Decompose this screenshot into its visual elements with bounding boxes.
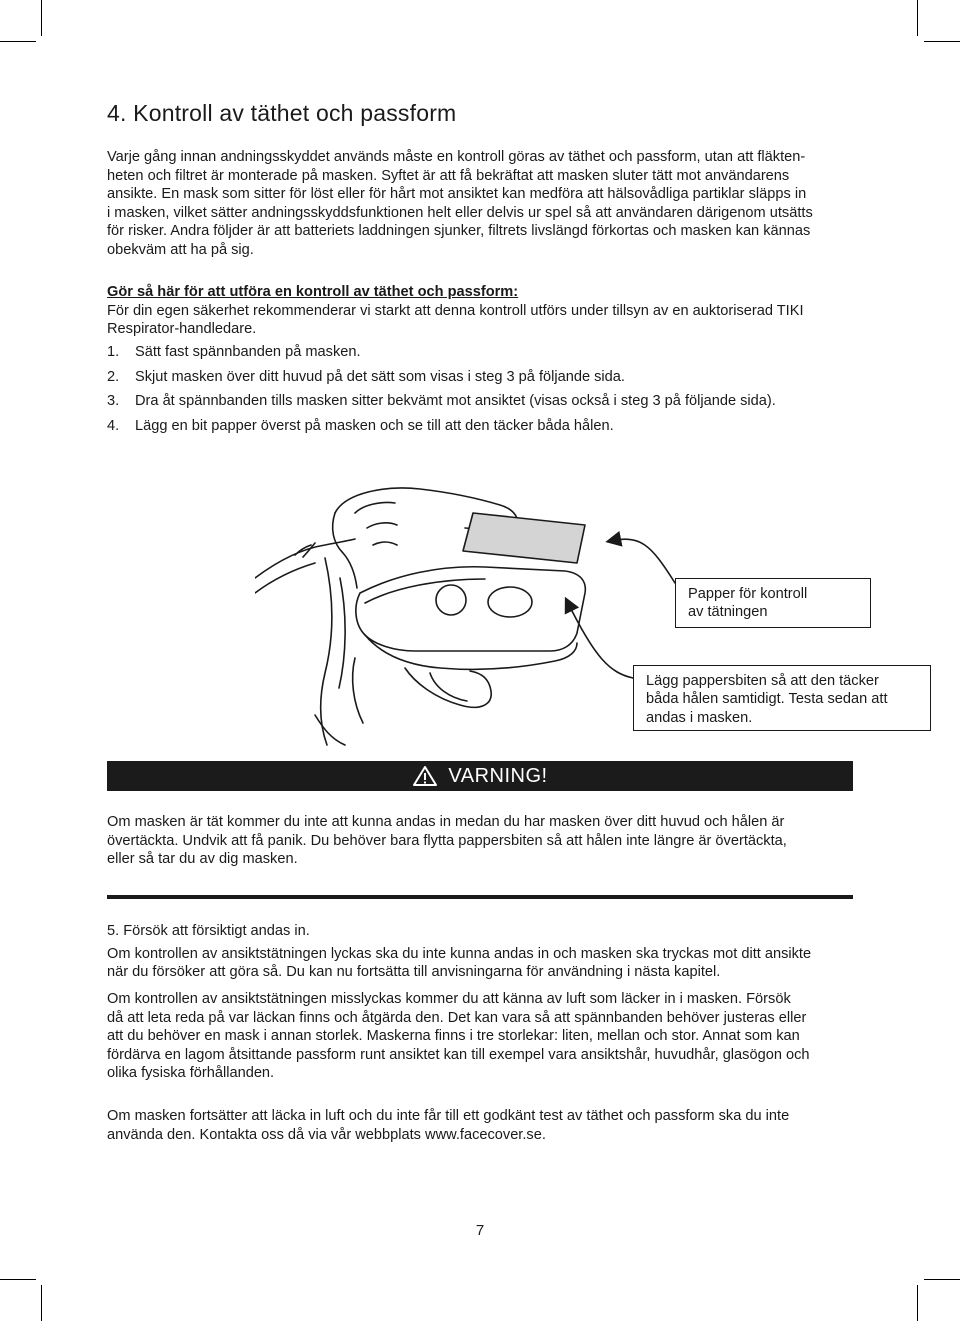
text-line: heten och filtret är monterade på masken. Syftet är att få bekräftat att masken sluter tätt mot användarens [107, 167, 790, 184]
text-line: Lägg pappersbiten så att den täcker [646, 673, 879, 689]
crop-mark [917, 1285, 918, 1321]
text-line: då att leta reda på var läckan finns och åtgärda den. Det kan vara så att spännbanden behöver justeras eller [107, 1009, 807, 1026]
steps-list [107, 343, 853, 441]
crop-mark [0, 1279, 36, 1280]
text-line: av tätningen [688, 604, 768, 621]
list-item [107, 368, 853, 387]
crop-mark [41, 0, 42, 36]
list-item [107, 417, 853, 436]
text-line: ansikte. En mask som sitter för löst eller för hårt mot ansiktet kan medföra att hälsovådliga partiklar släpps in [107, 186, 807, 203]
warning-label: VARNING! [448, 764, 548, 787]
leak-paragraph [107, 1107, 853, 1144]
step5-section [107, 922, 853, 982]
text-line: andas i masken. [646, 709, 753, 726]
text-line: Om kontrollen av ansiktstätningen misslyckas kommer du att känna av luft som läcker in i masken. Försök [107, 991, 791, 1007]
text-line: övertäckta. Undvik att få panik. Du behöver bara flytta pappersbiten så att hålen inte längre är övertäckta, [107, 832, 787, 849]
text-line: Om masken är tät kommer du inte att kunna andas in medan du har masken över ditt huvud och hålen är [107, 814, 785, 830]
section-title: 4. Kontroll av täthet och passform [107, 100, 457, 126]
callout-paper [675, 578, 871, 628]
howto-section [107, 283, 853, 339]
text-line: att du behöver en mask i annan storlek. Maskerna finns i tre storlekar: liten, mellan och stor. Annat som kan [107, 1028, 800, 1045]
section-divider [107, 895, 853, 899]
warning-banner [107, 761, 853, 791]
step-number: 1. [107, 344, 120, 360]
text-line: använda den. Kontakta oss då via vår webbplats www.facecover.se. [107, 1126, 546, 1143]
fail-paragraph [107, 990, 853, 1083]
mask-illustration [255, 483, 935, 748]
list-item [107, 343, 853, 362]
crop-mark [924, 1279, 960, 1280]
step-text: Sätt fast spännbanden på masken. [135, 344, 361, 360]
text-line: när du försöker att göra så. Du kan nu fortsätta till anvisningarna för användning i nästa kapitel. [107, 964, 721, 981]
warning-triangle-icon [412, 765, 438, 787]
page-number: 7 [475, 1222, 485, 1239]
step-text: Dra åt spännbanden tills masken sitter bekvämt mot ansiktet (visas också i steg 3 på följande sida). [135, 393, 776, 410]
crop-mark [917, 0, 918, 36]
list-item [107, 392, 853, 411]
warning-text [107, 813, 853, 869]
crop-mark [41, 1285, 42, 1321]
text-line: för risker. Andra följder är att batteriets laddningen sjunker, filtrets livslängd förkortas och masken kan kännas [107, 223, 811, 240]
crop-mark [924, 41, 960, 42]
text-line: För din egen säkerhet rekommenderar vi starkt att denna kontroll utförs under tillsyn av en auktoriserad TIKI [107, 302, 804, 319]
step-number: 2. [107, 368, 120, 385]
text-line: fördärva en lagom åtsittande passform runt ansiktet kan till exempel vara ansiktshår, huvudhår, glasögon och [107, 1046, 810, 1063]
step-number: 3. [107, 393, 120, 410]
text-line: Varje gång innan andningsskyddet används måste en kontroll göras av täthet och passform, utan att fläkten- [107, 149, 806, 165]
text-line: Om masken fortsätter att läcka in luft och du inte får till ett godkänt test av täthet och passform ska du inte [107, 1108, 790, 1124]
text-line: Papper för kontroll [688, 586, 808, 602]
text-line: Respirator-handledare. [107, 321, 257, 338]
text-line: båda hålen samtidigt. Testa sedan att [646, 691, 888, 708]
intro-paragraph [107, 148, 853, 260]
text-line: Om kontrollen av ansiktstätningen lyckas ska du inte kunna andas in och masken ska tryckas mot ditt ansikte [107, 945, 812, 962]
step5-heading: 5. Försök att försiktigt andas in. [107, 923, 310, 939]
step-text: Skjut masken över ditt huvud på det sätt som visas i steg 3 på följande sida. [135, 368, 625, 385]
callout-instructions [633, 665, 931, 731]
step-number: 4. [107, 417, 120, 434]
text-line: obekväm att ha på sig. [107, 241, 254, 258]
text-line: olika fysiska förhållanden. [107, 1065, 275, 1082]
step-text: Lägg en bit papper överst på masken och se till att den täcker båda hålen. [135, 417, 614, 434]
crop-mark [0, 41, 36, 42]
howto-heading: Gör så här för att utföra en kontroll av täthet och passform: [107, 284, 519, 300]
text-line: i masken, vilket sätter andningsskyddsfunktionen helt eller delvis ur spel så att användaren därigenom utsätts [107, 204, 813, 221]
text-line: eller så tar du av dig masken. [107, 851, 298, 868]
